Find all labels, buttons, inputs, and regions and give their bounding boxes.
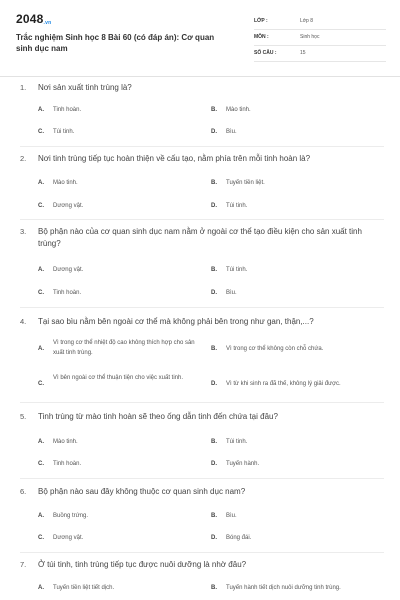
option-text: Tinh hoàn.	[53, 290, 82, 296]
question-number: 2.	[20, 154, 27, 163]
option-letter: A.	[38, 439, 44, 445]
option-text: Túi tinh.	[226, 203, 248, 209]
option-text: Buồng trứng.	[53, 513, 89, 519]
question-text: Bộ phận nào của cơ quan sinh dục nam nằm ở ngoài cơ thể tạo điều kiện cho sản xuất tinh trùng?	[38, 227, 362, 248]
option-letter: D.	[211, 129, 217, 135]
option-text: Vì trong cơ thể không còn chỗ chứa.	[226, 346, 324, 352]
option-letter: A.	[38, 107, 44, 113]
question-text: Nơi sản xuất tinh trùng là?	[38, 83, 132, 92]
option-letter: B.	[211, 346, 217, 352]
option-text: Vì trong cơ thể nhiệt độ cao không thích hợp cho sản xuất tinh trùng.	[53, 340, 195, 356]
option-letter: C.	[38, 381, 44, 387]
question-divider	[20, 478, 384, 479]
option-text: Tuyến hành tiết dịch nuôi dưỡng tinh trùng.	[226, 585, 341, 591]
question-number: 7.	[20, 560, 27, 569]
meta-value: Sinh học	[300, 34, 320, 40]
option-letter: A.	[38, 180, 44, 186]
question-divider	[20, 219, 384, 220]
option-letter: D.	[211, 290, 217, 296]
question-number: 1.	[20, 83, 27, 92]
logo-main: 2048	[16, 12, 44, 26]
question-divider	[20, 552, 384, 553]
meta-key: MÔN :	[254, 34, 269, 40]
meta-value: 15	[300, 50, 306, 56]
option-letter: B.	[211, 513, 217, 519]
option-text: Vì từ khi sinh ra đã thế, không lý giải được.	[226, 381, 341, 387]
question-divider	[20, 307, 384, 308]
option-text: Mào tinh.	[53, 439, 78, 445]
option-letter: C.	[38, 290, 44, 296]
option-letter: C.	[38, 129, 44, 135]
option-letter: C.	[38, 461, 44, 467]
option-letter: D.	[211, 203, 217, 209]
option-text: Tuyến tiền liệt tiết dịch.	[53, 585, 115, 591]
option-text: Túi tinh.	[226, 267, 248, 273]
question-divider	[20, 402, 384, 403]
option-letter: C.	[38, 203, 44, 209]
site-logo[interactable]	[16, 12, 51, 26]
question-number: 6.	[20, 487, 27, 496]
header-divider	[0, 76, 400, 77]
question-text: Ở túi tinh, tinh trùng tiếp tục được nuôi dưỡng là nhờ đâu?	[38, 560, 247, 569]
question-text: Tại sao bìu nằm bên ngoài cơ thể mà không phải bên trong như gan, thận,...?	[38, 317, 314, 326]
option-letter: D.	[211, 381, 217, 387]
meta-key: SỐ CÂU :	[254, 50, 277, 56]
option-letter: A.	[38, 513, 44, 519]
meta-row-class	[254, 16, 386, 30]
question-number: 4.	[20, 317, 27, 326]
option-letter: B.	[211, 107, 217, 113]
option-letter: C.	[38, 535, 44, 541]
option-text: Mào tinh.	[226, 107, 251, 113]
option-letter: B.	[211, 267, 217, 273]
option-text: Tinh hoàn.	[53, 461, 82, 467]
meta-row-count	[254, 48, 386, 62]
option-text: Bìu.	[226, 513, 237, 519]
option-text: Tuyến tiền liệt.	[226, 180, 265, 186]
option-letter: D.	[211, 535, 217, 541]
option-letter: B.	[211, 180, 217, 186]
option-text: Bìu.	[226, 129, 237, 135]
question-text: Tinh trùng từ mào tinh hoàn sẽ theo ống dẫn tinh đến chứa tại đâu?	[38, 412, 278, 421]
option-text: Túi tinh.	[226, 439, 248, 445]
page-title: Trắc nghiệm Sinh học 8 Bài 60 (có đáp án): Cơ quan sinh dục nam	[16, 33, 215, 53]
option-text: Mào tinh.	[53, 180, 78, 186]
option-letter: A.	[38, 346, 44, 352]
option-text: Dương vật.	[53, 267, 84, 273]
option-letter: A.	[38, 267, 44, 273]
option-text: Bóng đái.	[226, 535, 252, 541]
quiz-meta	[254, 16, 386, 64]
meta-key: LỚP :	[254, 18, 268, 24]
option-letter: B.	[211, 585, 217, 591]
option-letter: A.	[38, 585, 44, 591]
page-header	[16, 10, 386, 70]
option-text: Vì bên ngoài cơ thể thuận tiện cho việc xuất tinh.	[53, 375, 184, 381]
logo-suffix: .vn	[43, 20, 52, 26]
question-number: 3.	[20, 227, 27, 236]
meta-value: Lớp 8	[300, 18, 314, 24]
option-text: Tinh hoàn.	[53, 107, 82, 113]
question-number: 5.	[20, 412, 27, 421]
option-letter: D.	[211, 461, 217, 467]
question-text: Bộ phận nào sau đây không thuộc cơ quan sinh dục nam?	[38, 487, 246, 496]
option-text: Dương vật.	[53, 203, 84, 209]
option-text: Tuyến hành.	[226, 461, 260, 467]
option-letter: B.	[211, 439, 217, 445]
question-divider	[20, 146, 384, 147]
option-text: Túi tinh.	[53, 129, 75, 135]
meta-row-subject	[254, 32, 386, 46]
option-text: Dương vật.	[53, 535, 84, 541]
question-text: Nơi tinh trùng tiếp tục hoàn thiện về cấu tạo, nằm phía trên mỗi tinh hoàn là?	[38, 154, 311, 163]
option-text: Bìu.	[226, 290, 237, 296]
